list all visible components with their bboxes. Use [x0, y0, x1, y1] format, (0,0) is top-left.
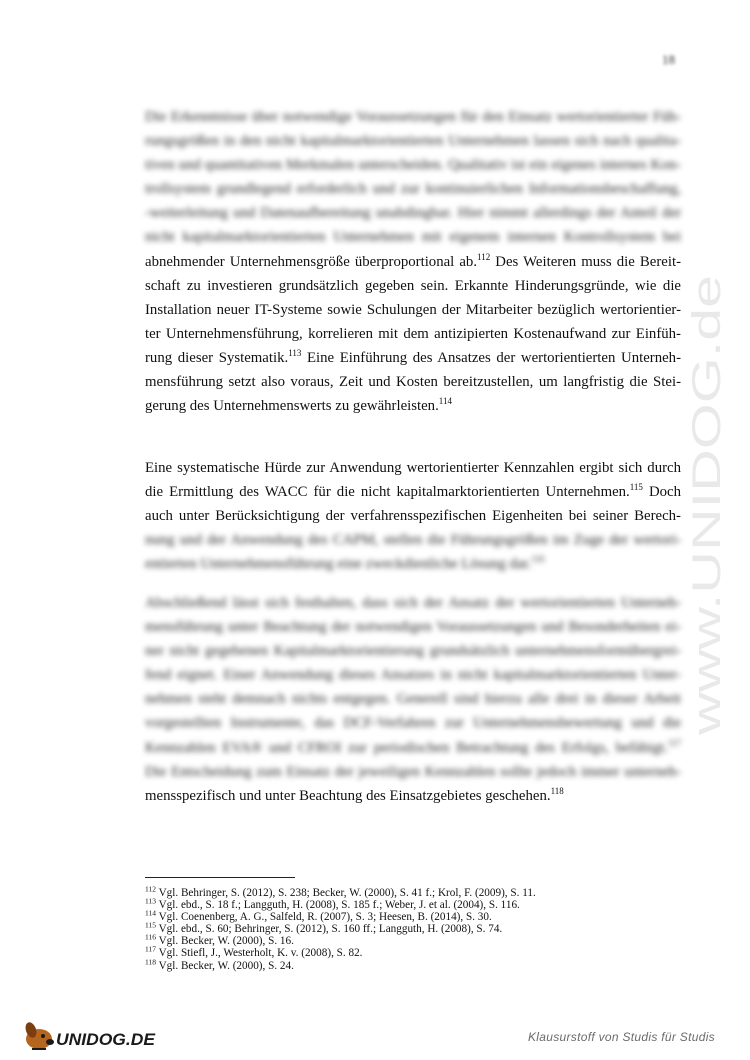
footnote — [145, 932, 685, 948]
footnote-text: Vgl. Behringer, S. (2012), S. 238; Becker, W. (2000), S. 41 f.; Krol, F. (2009), S. 11. — [155, 887, 536, 899]
footnotes — [145, 884, 685, 972]
text-line-content: Abschließend lässt sich festhalten, dass sich der Ansatz der wertorientierten Unterneh- — [145, 595, 681, 611]
footnote-text: Vgl. Becker, W. (2000), S. 24. — [155, 959, 294, 972]
text-line — [145, 201, 681, 225]
paragraph-2 — [145, 456, 681, 576]
text-line — [145, 456, 681, 480]
text-line-content: vorgestellten Instrumente, das DCF-Verfahren zur Unternehmensbewertung und die — [145, 715, 681, 732]
footnote-number: 114 — [145, 908, 156, 918]
footnote-number: 118 — [145, 956, 156, 966]
text-line — [145, 711, 681, 735]
text-line-content: entierten Unternehmensführung eine zweckdienliche Lösung dar. — [145, 556, 532, 573]
text-line-continuation: Doch — [642, 484, 681, 501]
text-line — [145, 591, 681, 615]
watermark — [685, 270, 730, 735]
text-line — [145, 274, 681, 298]
text-line — [145, 394, 681, 418]
footnote-reference: 112 — [477, 251, 491, 262]
footer-tagline: Klausurstoff von Studis für Studis — [528, 1030, 715, 1044]
footnote — [145, 920, 685, 936]
footnote-reference: 118 — [550, 785, 564, 796]
logo-text: UNIDOG.DE — [56, 1030, 156, 1049]
text-line — [145, 663, 681, 687]
text-line-content: Die Entscheidung zum Einsatz der jeweiligen Kennzahlen sollte jedoch immer unterneh- — [145, 763, 681, 780]
text-line-content: rungsgrößen in den nicht kapitalmarktorientierten Unternehmen lassen sich nach qualita- — [145, 133, 681, 150]
unidog-logo — [22, 1017, 157, 1053]
page-number: 18 — [662, 52, 675, 67]
footnote — [145, 908, 685, 924]
text-line-content: ter Unternehmensführung, korrelieren mit dem antizipierten Kostenaufwand zur Einfüh- — [145, 325, 681, 342]
text-line-content: mensspezifisch und unter Beachtung des Einsatzgebietes geschehen. — [145, 787, 551, 804]
footnote-number: 117 — [145, 944, 156, 954]
text-line-content: Eine systematische Hürde zur Anwendung wertorientierter Kennzahlen ergibt sich durch — [145, 460, 681, 476]
text-line — [145, 615, 681, 639]
footnote — [145, 944, 685, 960]
footnote-text: Vgl. Coenenberg, A. G., Salfeld, R. (2007), S. 3; Heesen, B. (2014), S. 30. — [155, 911, 492, 924]
text-line-content: gerung des Unternehmenswerts zu gewährleisten. — [145, 398, 439, 415]
text-line — [145, 480, 681, 504]
text-line — [145, 552, 681, 576]
text-line — [145, 129, 681, 153]
text-line-content: ner nicht gegebenen Kapitalmarktorientierung grundsätzlich unternehmensformübergrei- — [145, 643, 681, 660]
text-line-content: nehmen steht demnach nichts entgegen. Generell sind hierzu alle drei in dieser Arbeit — [145, 691, 681, 708]
text-line — [145, 153, 681, 177]
text-line — [145, 528, 681, 552]
text-line-content: die Ermittlung des WACC für die nicht kapitalmarktorientierten Unternehmen. — [145, 484, 630, 501]
text-line — [145, 370, 681, 394]
dog-icon — [24, 1021, 54, 1049]
footnote — [145, 884, 685, 899]
text-line-continuation: Eine Einführung des Ansatzes der wertorientierten Unterneh- — [301, 349, 681, 366]
text-line-content: mensführung setzt also voraus, Zeit und Kosten bereitzustellen, um langfristig die Stei- — [145, 374, 681, 391]
text-line — [145, 736, 681, 760]
footnote-text: Vgl. Becker, W. (2000), S. 16. — [155, 935, 294, 948]
text-line — [145, 639, 681, 663]
footnote-number: 115 — [145, 920, 156, 930]
text-line — [145, 298, 681, 322]
footnote-text: Vgl. ebd., S. 60; Behringer, S. (2012), S. 160 ff.; Langguth, H. (2008), S. 74. — [155, 923, 503, 936]
footnote-text: Vgl. ebd., S. 18 f.; Langguth, H. (2008), S. 185 f.; Weber, J. et al. (2004), S. 116. — [155, 899, 520, 912]
text-line-content: abnehmender Unternehmensgröße überproportional ab. — [145, 253, 478, 270]
footnote-separator — [145, 877, 295, 878]
footnote — [145, 956, 685, 972]
footnote-number: 112 — [145, 884, 156, 894]
text-line — [145, 225, 681, 249]
text-line — [145, 105, 681, 129]
text-line — [145, 784, 681, 808]
text-line-content: nicht kapitalmarktorientierten Unternehmen mit eigenem internen Kontrollsystem bei — [145, 229, 681, 246]
footnote-reference: 117 — [667, 737, 681, 748]
text-line-content: mensführung unter Beachtung der notwendigen Voraussetzungen und Besonderheiten ei- — [145, 619, 681, 636]
text-line-content: tiven und quantitativen Merkmalen unterscheiden. Qualitativ ist ein eigenes internes Kon- — [145, 157, 681, 174]
text-line-content: trollsystem grundlegend erforderlich und zur kontinuierlichen Informationsbeschaffung, — [145, 181, 681, 198]
text-line-content: Kennzahlen EVA® und CFROI zur periodischen Betrachtung des Erfolgs, befähigt. — [145, 739, 668, 756]
text-line-content: auch unter Berücksichtigung der verfahrensspezifischen Eigenheiten bei seiner Berech- — [145, 508, 681, 525]
text-line — [145, 504, 681, 528]
paragraph-3 — [145, 591, 681, 808]
footnote — [145, 896, 685, 912]
footnote-reference: 116 — [531, 554, 545, 565]
text-line-content: nung und der Anwendung des CAPM, stellen die Führungsgrößen im Zuge der wertori- — [145, 532, 681, 549]
text-line-content: schaft zu investieren grundsätzlich gegeben sein. Erkannte Hinderungsgründe, wie die — [145, 277, 681, 294]
text-line-content: rung dieser Systematik. — [145, 349, 289, 366]
text-line — [145, 346, 681, 370]
text-line — [145, 322, 681, 346]
text-line-continuation: Des Weiteren muss die Bereit- — [490, 253, 681, 270]
text-line — [145, 687, 681, 711]
text-line-content: fend eignet. Einer Anwendung dieses Ansatzes in nicht kapitalmarktorientierten Unter- — [145, 667, 681, 684]
text-line — [145, 177, 681, 201]
footnote-number: 116 — [145, 932, 156, 942]
text-line-content: Installation neuer IT-Systeme sowie Schulungen der Mitarbeiter bezüglich wertorientier- — [145, 301, 681, 318]
footnote-reference: 113 — [288, 348, 302, 359]
paragraph-1 — [145, 105, 681, 418]
text-line — [145, 250, 681, 274]
footnote-reference: 114 — [438, 396, 452, 407]
footnote-number: 113 — [145, 896, 156, 906]
footnote-text: Vgl. Stiefl, J., Westerholt, K. v. (2008), S. 82. — [155, 947, 363, 960]
text-line — [145, 760, 681, 784]
text-line-content: Die Erkenntnisse über notwendige Voraussetzungen für den Einsatz wertorientierter Füh- — [145, 109, 681, 125]
watermark-text: www.UNIDOG.de — [685, 423, 729, 735]
text-line-content: -weiterleitung und Datenaufbereitung unabdingbar. Hier nimmt allerdings der Anteil der — [145, 205, 681, 222]
footnote-reference: 115 — [629, 482, 643, 493]
